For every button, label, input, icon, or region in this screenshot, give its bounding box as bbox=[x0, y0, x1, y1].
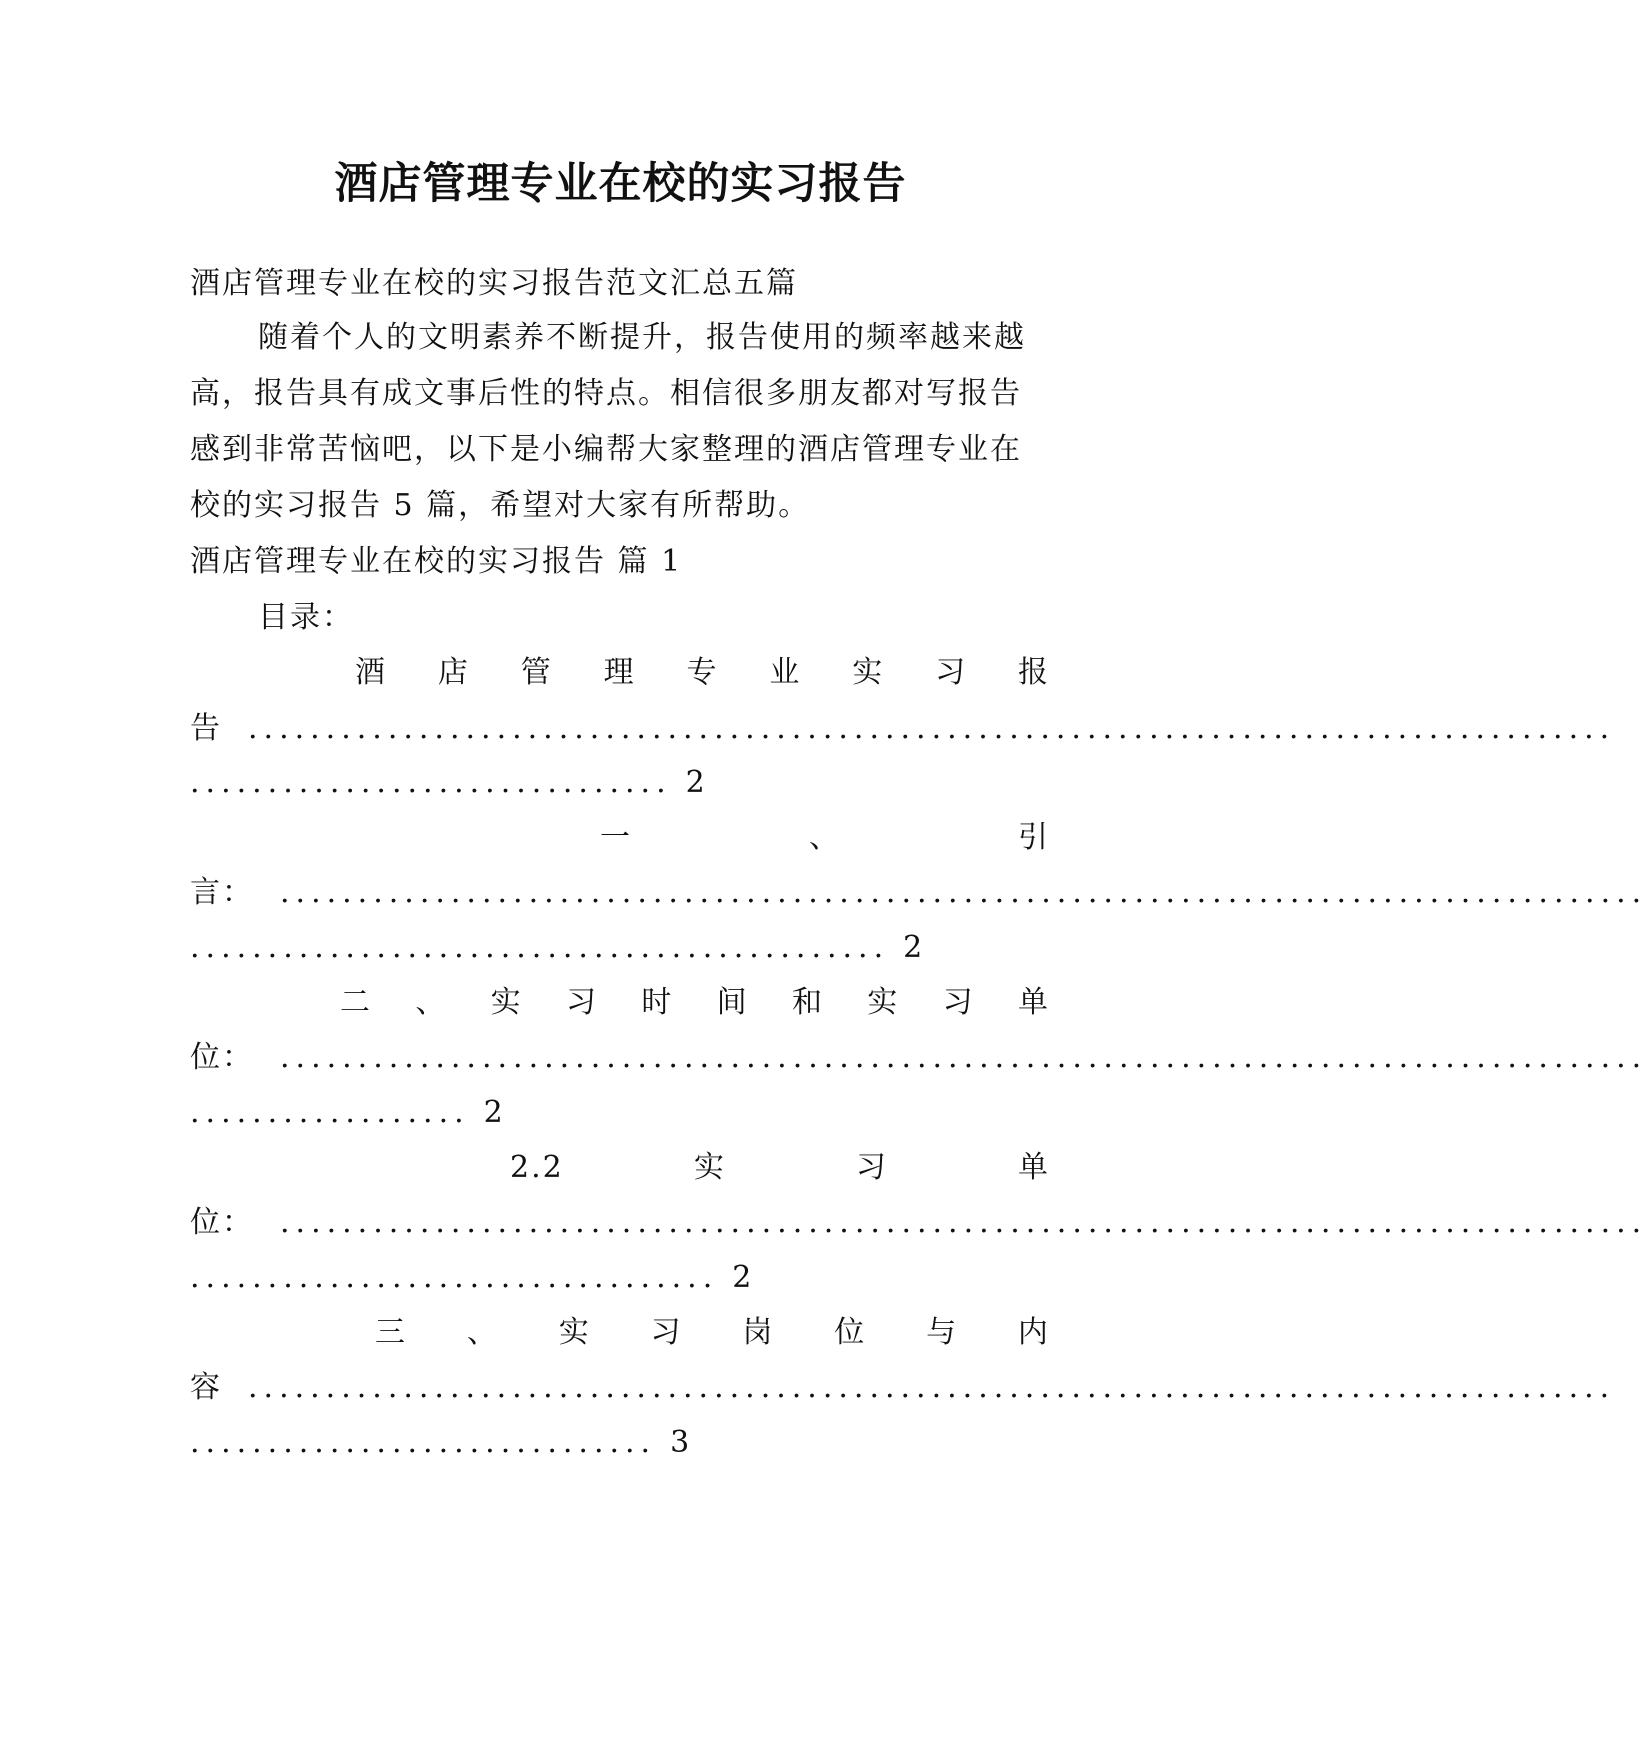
toc-page-number: 3 bbox=[670, 1425, 692, 1460]
toc-dot-leader: .................................. bbox=[190, 1260, 719, 1295]
toc-char: 与 bbox=[926, 1315, 959, 1350]
toc-entry-tail: 言： bbox=[190, 875, 254, 910]
toc-dot-leader: ............................... bbox=[190, 765, 672, 800]
toc-entry-1-leader bbox=[190, 709, 1616, 749]
toc-char: 习 bbox=[942, 985, 975, 1020]
toc-dot-leader: ........................................................................................ bbox=[280, 875, 1647, 910]
toc-entry-tail: 位： bbox=[190, 1205, 254, 1240]
toc-entry-3-page-line bbox=[190, 1093, 1050, 1133]
toc-dot-leader: .................. bbox=[190, 1095, 470, 1130]
toc-page-number: 2 bbox=[685, 765, 707, 800]
toc-char: 实 bbox=[558, 1315, 591, 1350]
toc-char: 三 bbox=[375, 1315, 407, 1350]
toc-label: 目录： bbox=[258, 600, 354, 635]
intro-line-1: 随着个人的文明素养不断提升，报告使用的频率越来越 bbox=[258, 320, 1026, 355]
document-title: 酒店管理专业在校的实习报告 bbox=[334, 159, 907, 209]
toc-dot-leader: ........................................................................................ bbox=[280, 1040, 1647, 1075]
toc-char: 、 bbox=[809, 820, 841, 855]
toc-char: 一 bbox=[600, 820, 632, 855]
toc-char: 岗 bbox=[742, 1315, 775, 1350]
toc-char: 单 bbox=[1017, 985, 1050, 1020]
toc-char: 、 bbox=[415, 985, 448, 1020]
toc-entry-5-title bbox=[375, 1313, 1050, 1353]
toc-char: 习 bbox=[650, 1315, 683, 1350]
toc-entry-tail: 告 bbox=[190, 711, 222, 746]
toc-char: 报 bbox=[1018, 655, 1050, 690]
toc-entry-1-title bbox=[355, 653, 1050, 693]
toc-entry-4-page-line bbox=[190, 1258, 1050, 1298]
toc-char: 店 bbox=[437, 655, 470, 690]
toc-entry-tail: 位： bbox=[190, 1040, 254, 1075]
toc-dot-leader: ........................................................................................ bbox=[280, 1205, 1647, 1240]
toc-entry-1-page-line bbox=[190, 763, 1050, 803]
toc-char: 、 bbox=[466, 1315, 499, 1350]
toc-char: 理 bbox=[603, 655, 636, 690]
toc-char: 管 bbox=[520, 655, 553, 690]
toc-entry-3-title bbox=[340, 983, 1050, 1023]
toc-entry-5-leader bbox=[190, 1368, 1616, 1408]
toc-entry-4-title bbox=[510, 1148, 1050, 1188]
toc-entry-2-page-line bbox=[190, 928, 1050, 968]
toc-entry-tail: 容 bbox=[190, 1370, 222, 1405]
toc-char: 内 bbox=[1017, 1315, 1050, 1350]
intro-line-3: 感到非常苦恼吧，以下是小编帮大家整理的酒店管理专业在 bbox=[190, 432, 1022, 467]
document-subtitle: 酒店管理专业在校的实习报告范文汇总五篇 bbox=[190, 266, 798, 301]
toc-char: 酒 bbox=[355, 655, 387, 690]
intro-line-4: 校的实习报告 5 篇，希望对大家有所帮助。 bbox=[190, 488, 811, 523]
toc-char: 习 bbox=[935, 655, 968, 690]
toc-char: 实 bbox=[490, 985, 523, 1020]
toc-char: 习 bbox=[565, 985, 598, 1020]
toc-entry-3-leader bbox=[190, 1038, 1647, 1078]
intro-line-2: 高，报告具有成文事后性的特点。相信很多朋友都对写报告 bbox=[190, 376, 1022, 411]
toc-dot-leader: .............................. bbox=[190, 1425, 657, 1460]
toc-char: 单 bbox=[1018, 1150, 1050, 1185]
toc-char: 业 bbox=[769, 655, 802, 690]
toc-page-number: 2 bbox=[732, 1260, 754, 1295]
toc-page-number: 2 bbox=[903, 930, 925, 965]
toc-char: 习 bbox=[855, 1150, 888, 1185]
toc-char: 实 bbox=[867, 985, 900, 1020]
toc-entry-5-page-line bbox=[190, 1423, 1050, 1463]
toc-char: 二 bbox=[340, 985, 372, 1020]
toc-char: 位 bbox=[834, 1315, 867, 1350]
section-heading: 酒店管理专业在校的实习报告 篇 1 bbox=[190, 544, 683, 579]
toc-char: 专 bbox=[686, 655, 719, 690]
toc-dot-leader: ........................................................................................ bbox=[248, 711, 1616, 746]
toc-dot-leader: ........................................................................................ bbox=[248, 1370, 1616, 1405]
toc-entry-2-leader bbox=[190, 873, 1647, 913]
toc-char: 实 bbox=[852, 655, 885, 690]
toc-char: 时 bbox=[641, 985, 674, 1020]
toc-page-number: 2 bbox=[483, 1095, 505, 1130]
toc-entry-2-title bbox=[600, 818, 1050, 858]
toc-char: 引 bbox=[1018, 820, 1050, 855]
toc-dot-leader: ............................................. bbox=[190, 930, 890, 965]
toc-entry-4-leader bbox=[190, 1203, 1647, 1243]
toc-char: 间 bbox=[716, 985, 749, 1020]
toc-char: 实 bbox=[693, 1150, 726, 1185]
toc-char: 和 bbox=[791, 985, 824, 1020]
toc-char: 2.2 bbox=[510, 1150, 564, 1185]
